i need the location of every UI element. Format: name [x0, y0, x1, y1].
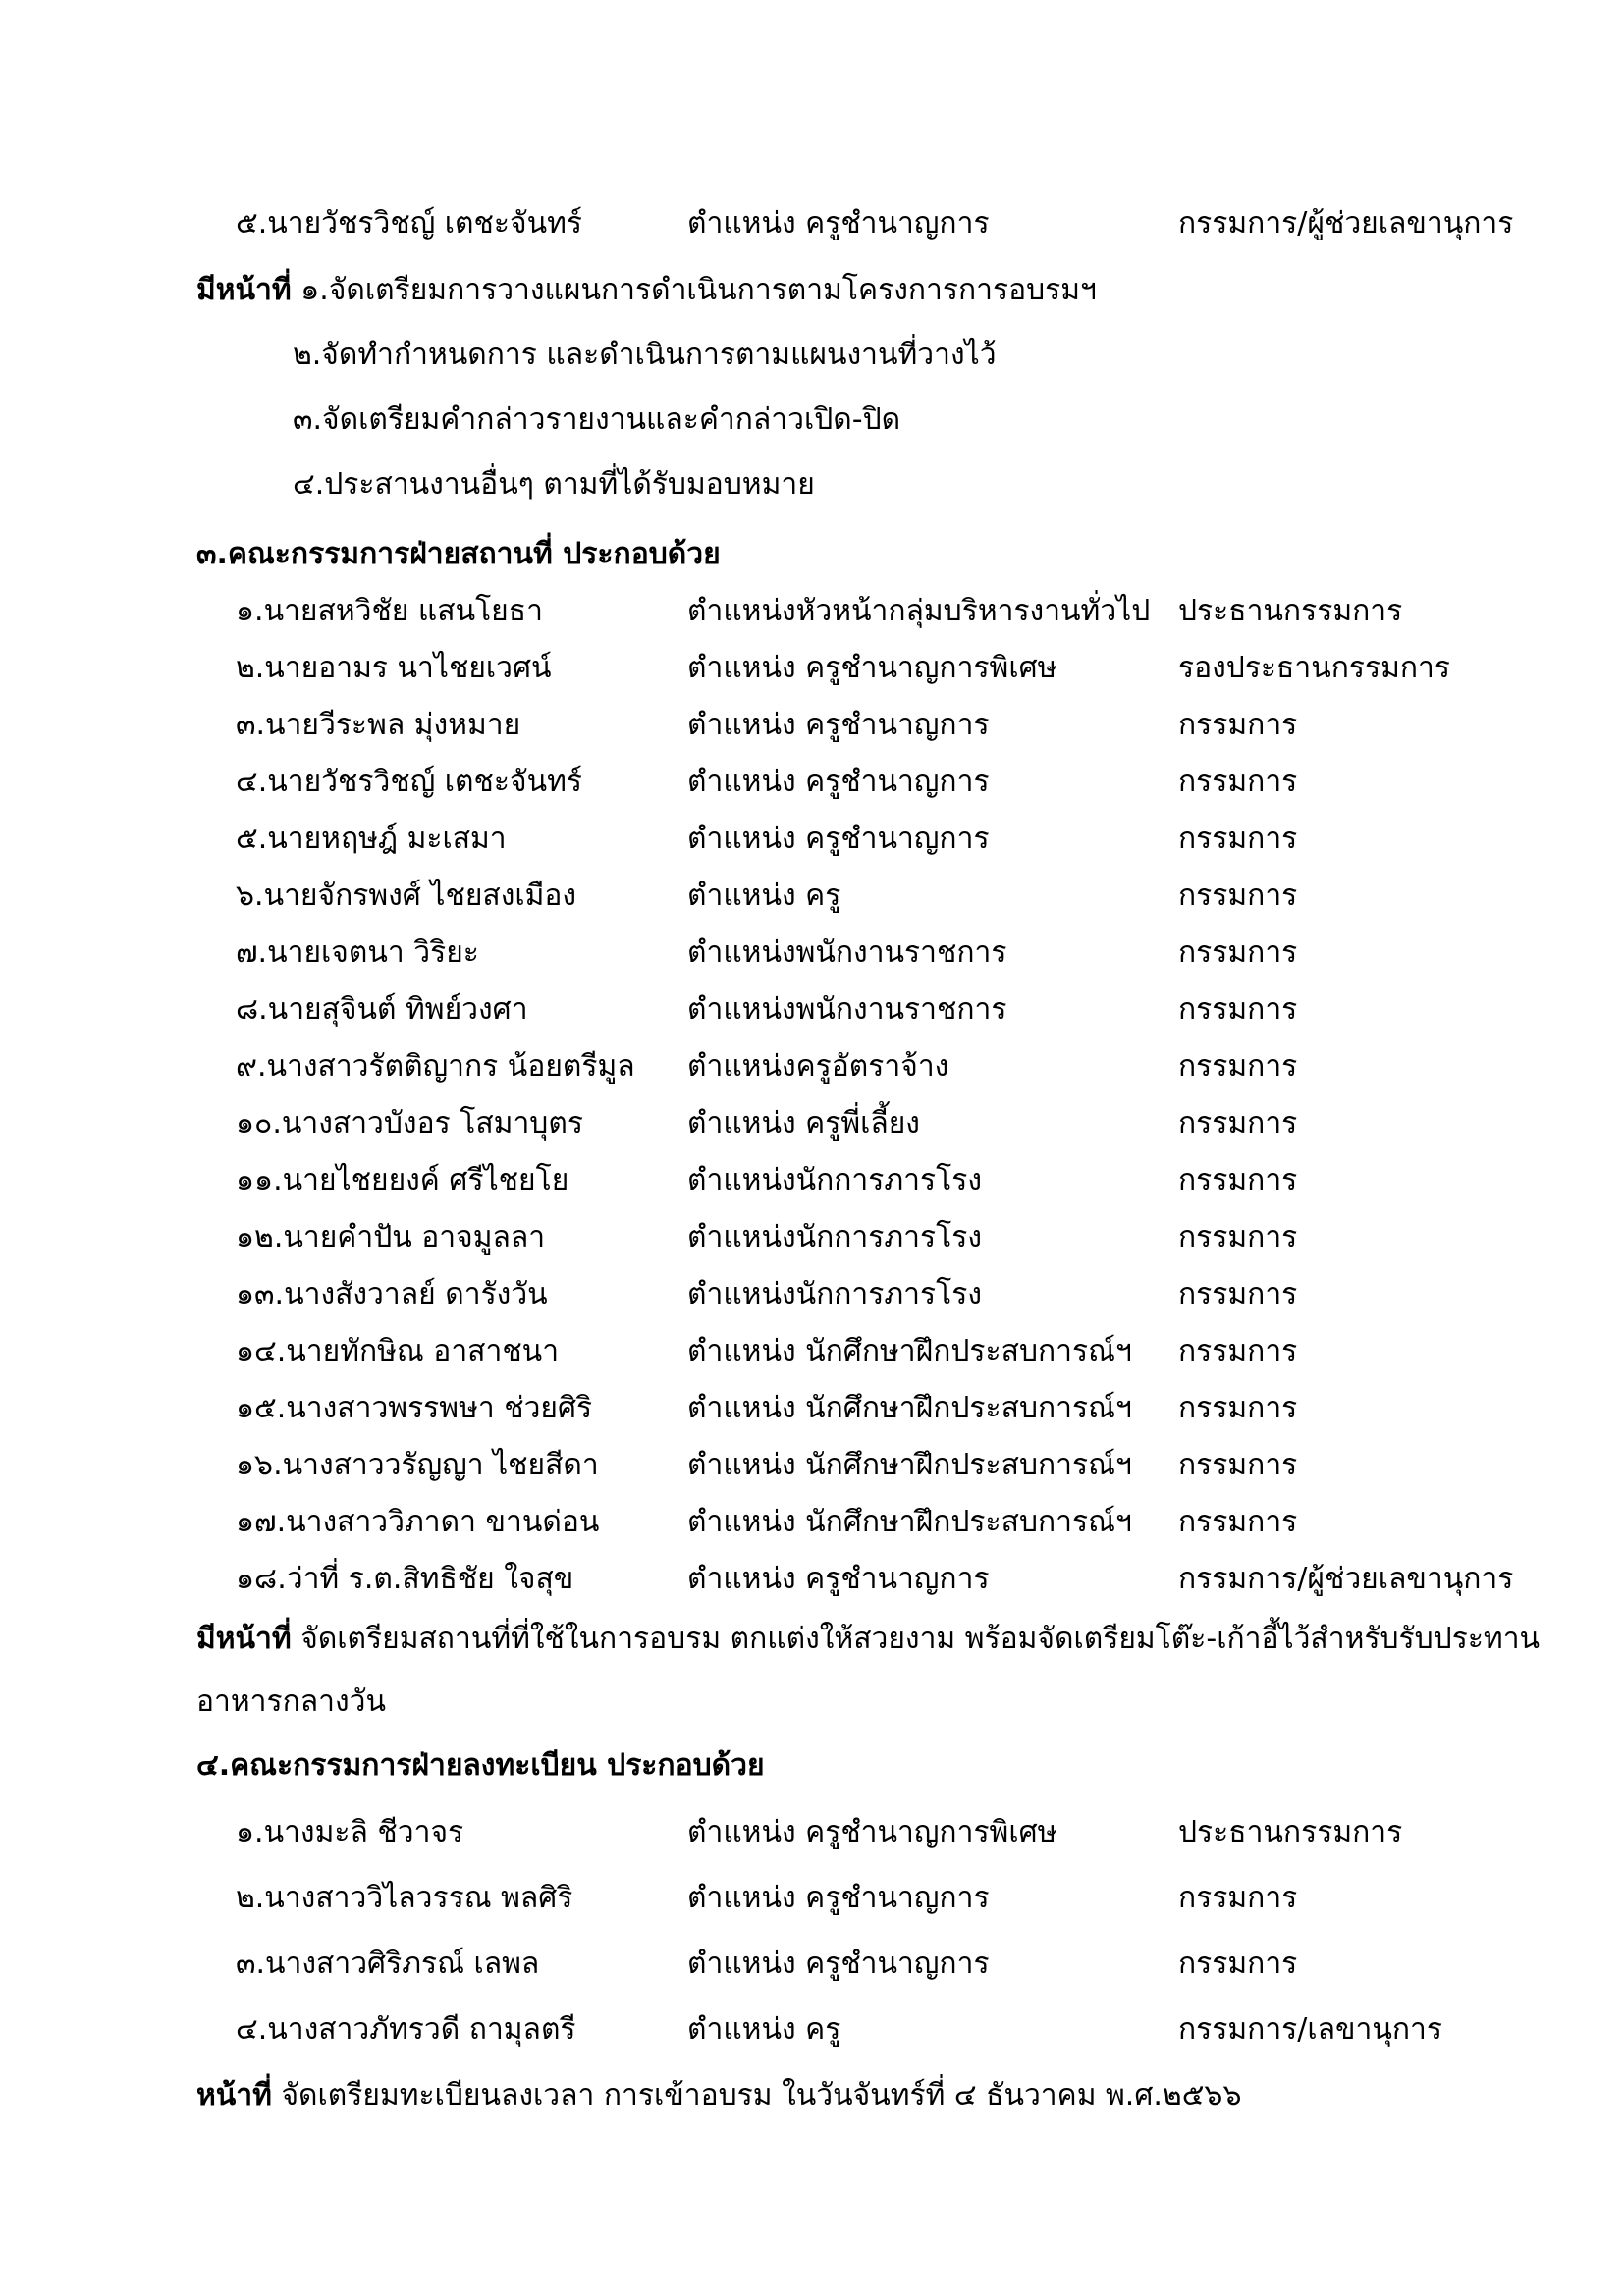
section4-duty-line	[196, 2076, 1242, 2115]
member-position: ตำแหน่ง ครูชำนาญการ	[687, 708, 990, 742]
member-name: ๑๐.นางสาวบังอร โสมาบุตร	[236, 1106, 583, 1141]
member-position: ตำแหน่ง ครูชำนาญการ	[687, 765, 990, 799]
member-position: ตำแหน่งหัวหน้ากลุ่มบริหารงานทั่วไป	[687, 594, 1151, 628]
member-position: ตำแหน่ง นักศึกษาฝึกประสบการณ์ฯ	[687, 1448, 1132, 1482]
member-position: ตำแหน่ง ครูชำนาญการ	[687, 1562, 990, 1596]
section2-duty-item: ๑.จัดเตรียมการวางแผนการดำเนินการตามโครงการการอบรมฯ	[300, 273, 1097, 307]
member-role: กรรมการ	[1178, 1505, 1298, 1539]
member-role: กรรมการ	[1178, 1448, 1298, 1482]
member-role: กรรมการ	[1178, 822, 1298, 856]
member-role: กรรมการ	[1178, 1277, 1298, 1311]
member-name: ๙.นางสาวรัตติญากร น้อยตรีมูล	[236, 1049, 635, 1084]
member-name: ๕.นายหฤษฎ์ มะเสมา	[236, 822, 507, 856]
member-role: ประธานกรรมการ	[1178, 1815, 1403, 1849]
member-name: ๒.นางสาววิไลวรรณ พลศิริ	[236, 1881, 573, 1915]
member-position: ตำแหน่ง ครูชำนาญการ	[687, 822, 990, 856]
section2-duty-item: ๔.ประสานงานอื่นๆ ตามที่ได้รับมอบหมาย	[293, 467, 815, 502]
member-name: ๑๕.นางสาวพรรพษา ช่วยศิริ	[236, 1391, 593, 1425]
member-role: กรรมการ/ผู้ช่วยเลขานุการ	[1178, 1562, 1514, 1596]
member-role: กรรมการ	[1178, 708, 1298, 742]
section3-duty-line2: อาหารกลางวัน	[196, 1684, 386, 1719]
member-role: กรรมการ	[1178, 1881, 1298, 1915]
member-role: กรรมการ	[1178, 879, 1298, 913]
section3-title: ๓.คณะกรรมการฝ่ายสถานที่ ประกอบด้วย	[196, 537, 721, 571]
section2-duty-label: มีหน้าที่	[196, 273, 292, 307]
member-position: ตำแหน่ง ครูชำนาญการ	[687, 1947, 990, 1981]
member-role: กรรมการ	[1178, 1947, 1298, 1981]
member-role: กรรมการ	[1178, 1106, 1298, 1141]
member-position: ตำแหน่ง ครูชำนาญการพิเศษ	[687, 651, 1057, 685]
member-position: ตำแหน่ง ครู	[687, 2012, 841, 2047]
member-name: ๑๗.นางสาววิภาดา ขานด่อน	[236, 1505, 600, 1539]
member-position: ตำแหน่ง นักศึกษาฝึกประสบการณ์ฯ	[687, 1505, 1132, 1539]
section2-duty-item: ๓.จัดเตรียมคำกล่าวรายงานและคำกล่าวเปิด-ปิด	[293, 402, 901, 437]
member-name: ๓.นายวีระพล มุ่งหมาย	[236, 708, 521, 742]
member-role: กรรมการ	[1178, 1163, 1298, 1198]
member-position: ตำแหน่งพนักงานราชการ	[687, 992, 1007, 1027]
member-position: ตำแหน่งนักการภารโรง	[687, 1163, 982, 1198]
member-role: กรรมการ	[1178, 935, 1298, 970]
section4-duty-label: หน้าที่	[196, 2078, 272, 2112]
member-role: กรรมการ	[1178, 1220, 1298, 1255]
member-role: กรรมการ	[1178, 1049, 1298, 1084]
member-role: กรรมการ	[1178, 1391, 1298, 1425]
member-name: ๘.นายสุจินต์ ทิพย์วงศา	[236, 992, 528, 1027]
member-name: ๑.นางมะลิ ชีวาจร	[236, 1815, 464, 1849]
section2-duty-line1	[196, 271, 1097, 310]
member-name: ๔.นายวัชรวิชญ์ เตชะจันทร์	[236, 765, 582, 799]
member-name: ๒.นายอามร นาไชยเวศน์	[236, 651, 552, 685]
member-position: ตำแหน่งนักการภารโรง	[687, 1220, 982, 1255]
top-member-name: ๕.นายวัชรวิชญ์ เตชะจันทร์	[236, 206, 582, 240]
section3-duty-line1	[196, 1620, 1540, 1659]
member-role: ประธานกรรมการ	[1178, 594, 1403, 628]
member-role: กรรมการ	[1178, 1334, 1298, 1368]
section3-duty-label: มีหน้าที่	[196, 1622, 292, 1656]
member-position: ตำแหน่ง นักศึกษาฝึกประสบการณ์ฯ	[687, 1391, 1132, 1425]
member-role: กรรมการ	[1178, 992, 1298, 1027]
member-name: ๔.นางสาวภัทรวดี ถามุลตรี	[236, 2012, 576, 2047]
member-name: ๓.นางสาวศิริภรณ์ เลพล	[236, 1947, 540, 1981]
top-member-position: ตำแหน่ง ครูชำนาญการ	[687, 206, 990, 240]
member-name: ๑๓.นางสังวาลย์ ดารังวัน	[236, 1277, 548, 1311]
member-name: ๑๒.นายคำปัน อาจมูลลา	[236, 1220, 546, 1255]
section2-duty-item: ๒.จัดทำกำหนดการ และดำเนินการตามแผนงานที่วางไว้	[293, 338, 997, 372]
member-name: ๑๔.นายทักษิณ อาสาชนา	[236, 1334, 560, 1368]
member-role: กรรมการ/เลขานุการ	[1178, 2012, 1443, 2047]
member-position: ตำแหน่ง ครู	[687, 879, 841, 913]
member-name: ๑.นายสหวิชัย แสนโยธา	[236, 594, 543, 628]
member-name: ๑๖.นางสาววรัญญา ไชยสีดา	[236, 1448, 599, 1482]
member-position: ตำแหน่ง นักศึกษาฝึกประสบการณ์ฯ	[687, 1334, 1132, 1368]
member-position: ตำแหน่ง ครูชำนาญการ	[687, 1881, 990, 1915]
top-member-role: กรรมการ/ผู้ช่วยเลขานุการ	[1178, 206, 1514, 240]
member-position: ตำแหน่ง ครูพี่เลี้ยง	[687, 1106, 920, 1141]
member-name: ๖.นายจักรพงศ์ ไชยสงเมือง	[236, 879, 577, 913]
section4-title: ๔.คณะกรรมการฝ่ายลงทะเบียน ประกอบด้วย	[196, 1748, 765, 1783]
member-name: ๗.นายเจตนา วิริยะ	[236, 935, 479, 970]
member-position: ตำแหน่งนักการภารโรง	[687, 1277, 982, 1311]
member-position: ตำแหน่งพนักงานราชการ	[687, 935, 1007, 970]
section3-duty-text: จัดเตรียมสถานที่ที่ใช้ในการอบรม ตกแต่งให้สวยงาม พร้อมจัดเตรียมโต๊ะ-เก้าอี้ไว้สำหรับรับประทาน	[300, 1622, 1541, 1656]
member-role: กรรมการ	[1178, 765, 1298, 799]
member-name: ๑๘.ว่าที่ ร.ต.สิทธิชัย ใจสุข	[236, 1562, 574, 1596]
member-position: ตำแหน่งครูอัตราจ้าง	[687, 1049, 949, 1084]
member-role: รองประธานกรรมการ	[1178, 651, 1451, 685]
member-position: ตำแหน่ง ครูชำนาญการพิเศษ	[687, 1815, 1057, 1849]
member-name: ๑๑.นายไชยยงค์ ศรีไชยโย	[236, 1163, 569, 1198]
section4-duty-text: จัดเตรียมทะเบียนลงเวลา การเข้าอบรม ในวันจันทร์ที่ ๔ ธันวาคม พ.ศ.๒๕๖๖	[281, 2078, 1242, 2112]
